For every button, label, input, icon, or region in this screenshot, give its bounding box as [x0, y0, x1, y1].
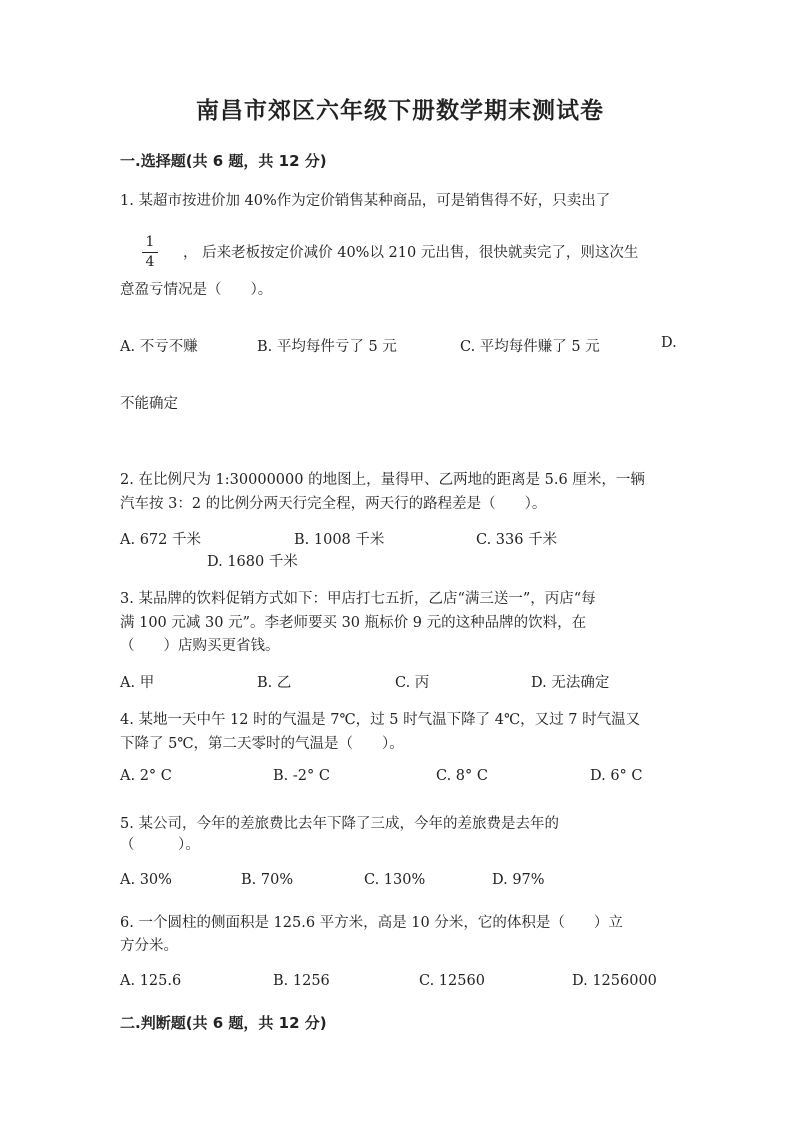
fraction-numerator: 1 [145, 234, 155, 250]
question-2-option-b: B. 1008 千米 [294, 532, 385, 548]
question-6-line-2: 方分米。 [120, 938, 178, 954]
question-5-option-a: A. 30% [120, 872, 172, 888]
question-1-line-3: 意盈亏情况是（ ）。 [120, 282, 273, 298]
question-6-option-a: A. 125.6 [120, 973, 182, 989]
question-4-option-a: A. 2° C [120, 768, 172, 784]
page-title: 南昌市郊区六年级下册数学期末测试卷 [196, 98, 604, 124]
question-6-option-b: B. 1256 [273, 973, 330, 989]
question-5-line-2: （ ）。 [120, 837, 200, 853]
question-5-option-b: B. 70% [241, 872, 294, 888]
question-1-option-a: A. 不亏不赚 [120, 339, 198, 355]
question-4-option-d: D. 6° C [590, 768, 643, 784]
question-6-line-1: 6. 一个圆柱的侧面积是 125.6 平方米，高是 10 分米，它的体积是（ ）立 [120, 915, 623, 931]
question-5-option-d: D. 97% [492, 872, 545, 888]
question-3-option-c: C. 丙 [395, 675, 430, 691]
fraction-denominator: 4 [145, 254, 155, 270]
question-1-option-b: B. 平均每件亏了 5 元 [257, 339, 397, 355]
question-4-line-1: 4. 某地一天中午 12 时的气温是 7℃，过 5 时气温下降了 4℃，又过 7 时气温又 [120, 712, 641, 728]
question-5-line-1: 5. 某公司，今年的差旅费比去年下降了三成，今年的差旅费是去年的 [120, 816, 559, 832]
question-6-option-c: C. 12560 [419, 973, 485, 989]
question-2-option-a: A. 672 千米 [120, 532, 201, 548]
fraction-bar [142, 252, 158, 253]
question-5-option-c: C. 130% [364, 872, 426, 888]
question-1-option-d: D. [661, 335, 677, 351]
question-2-line-1: 2. 在比例尺为 1:30000000 的地图上，量得甲、乙两地的距离是 5.6 厘米，一辆 [120, 472, 645, 488]
question-1-option-c: C. 平均每件赚了 5 元 [460, 339, 600, 355]
section-heading-choice: 一.选择题(共 6 题，共 12 分) [120, 152, 327, 170]
question-4-option-c: C. 8° C [436, 768, 488, 784]
question-4-line-2: 下降了 5℃，第二天零时的气温是（ ）。 [120, 736, 404, 752]
question-3-option-d: D. 无法确定 [531, 675, 610, 691]
question-1-line-2: ， 后来老板按定价减价 40%以 210 元出售，很快就卖完了，则这次生 [183, 245, 639, 261]
question-2-option-c: C. 336 千米 [476, 532, 558, 548]
question-3-line-2: 满 100 元减 30 元”。李老师要买 30 瓶标价 9 元的这种品牌的饮料，在 [120, 615, 587, 631]
question-6-option-d: D. 1256000 [572, 973, 657, 989]
question-3-line-1: 3. 某品牌的饮料促销方式如下：甲店打七五折，乙店“满三送一”，丙店“每 [120, 591, 596, 607]
question-1-option-d-text: 不能确定 [120, 396, 178, 412]
question-3-option-a: A. 甲 [120, 675, 155, 691]
fraction-one-quarter [142, 234, 158, 271]
question-2-line-2: 汽车按 3：2 的比例分两天行完全程，两天行的路程差是（ ）。 [120, 496, 547, 512]
question-2-option-d: D. 1680 千米 [207, 554, 298, 570]
question-1-line-1: 1. 某超市按进价加 40%作为定价销售某种商品，可是销售得不好，只卖出了 [120, 193, 611, 209]
section-heading-judgement: 二.判断题(共 6 题，共 12 分) [120, 1014, 327, 1032]
question-3-line-3: （ ）店购买更省钱。 [120, 638, 280, 654]
question-4-option-b: B. -2° C [273, 768, 330, 784]
question-3-option-b: B. 乙 [257, 675, 292, 691]
